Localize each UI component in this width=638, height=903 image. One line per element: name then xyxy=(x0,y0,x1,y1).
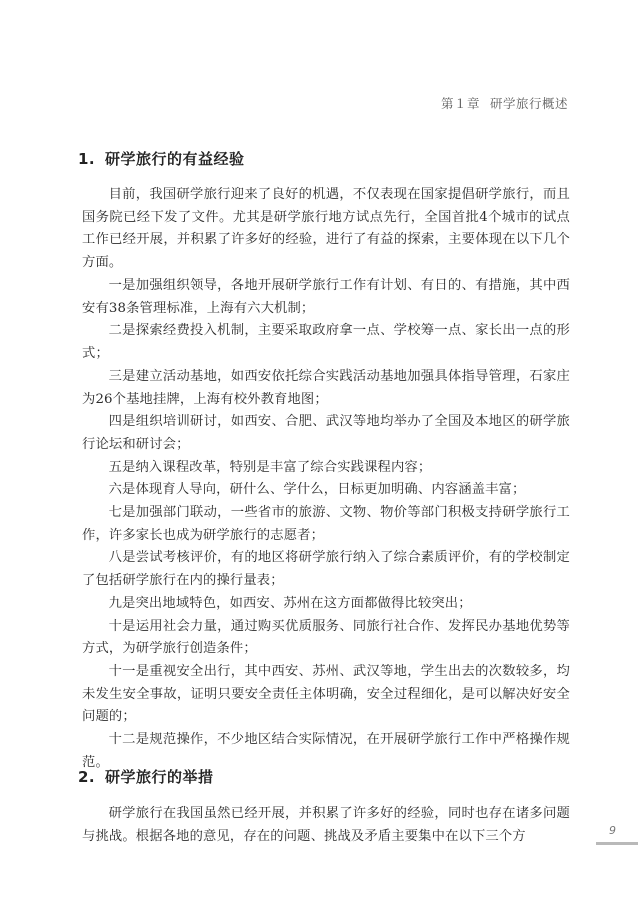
section-number: 1. xyxy=(78,150,96,168)
list-item: 十二是规范操作，不少地区结合实际情况，在开展研学旅行工作中严格操作规范。 xyxy=(82,732,570,770)
section-title: 研学旅行的举措 xyxy=(105,768,214,786)
list-item: 四是组织培训研讨，如西安、合肥、武汉等地均举办了全国及本地区的研学旅行论坛和研讨会； xyxy=(82,414,570,452)
section2-paragraph: 研学旅行在我国虽然已经开展，并积累了许多好的经验，同时也存在诸多问题与挑战。根据各地的意见，存在的问题、挑战及矛盾主要集中在以下三个方 xyxy=(82,806,570,844)
page-marker-bar xyxy=(596,842,638,845)
page-number: 9 xyxy=(609,824,616,837)
list-item: 五是纳入课程改革，特别是丰富了综合实践课程内容； xyxy=(108,459,432,475)
section-heading-2 xyxy=(78,766,214,787)
list-item: 十是运用社会力量，通过购买优质服务、同旅行社合作、发挥民办基地优势等方式，为研学旅行创造条件； xyxy=(82,618,570,657)
list-item: 一是加强组织领导，各地开展研学旅行工作有计划、有日的、有措施，其中西安有38条管理标准，上海有六大机制； xyxy=(82,278,570,316)
chapter-label: 第１章 xyxy=(440,96,480,111)
list-item: 二是探索经费投入机制，主要采取政府拿一点、学校筹一点、家长出一点的形式； xyxy=(82,323,570,362)
list-item: 十一是重视安全出行，其中西安、苏州、武汉等地，学生出去的次数较多，均未发生安全事故，证明只要安全责任主体明确，安全过程细化，是可以解决好安全问题的； xyxy=(82,663,570,725)
running-header xyxy=(441,94,568,112)
section-number: 2. xyxy=(78,768,96,786)
list-item: 六是体现育人导向，研什么、学什么，日标更加明确、内容涵盖丰富； xyxy=(108,482,526,498)
intro-paragraph: 目前，我国研学旅行迎来了良好的机遇，不仅表现在国家提倡研学旅行，而且国务院已经下发了文件。尤其是研学旅行地方试点先行，全国首批4个城市的试点工作已经开展，并积累了许多好的经验，进行了有益的探索，主要体现在以下几个方面。 xyxy=(82,187,570,271)
section-heading-1 xyxy=(78,148,245,169)
list-item: 九是突出地域特色，如西安、苏州在这方面都做得比较突出； xyxy=(108,595,472,611)
section-title: 研学旅行的有益经验 xyxy=(105,150,245,168)
list-item: 八是尝试考核评价，有的地区将研学旅行纳入了综合素质评价，有的学校制定了包括研学旅行在内的操行量表； xyxy=(82,550,570,589)
list-item: 三是建立活动基地，如西安依托综合实践活动基地加强具体指导管理，石家庄为26个基地挂牌，上海有校外教育地图； xyxy=(82,368,570,407)
chapter-title: 研学旅行概述 xyxy=(489,96,568,111)
list-item: 七是加强部门联动，一些省市的旅游、文物、物价等部门积极支持研学旅行工作，许多家长也成为研学旅行的志愿者； xyxy=(82,505,570,543)
experience-list xyxy=(82,275,570,774)
